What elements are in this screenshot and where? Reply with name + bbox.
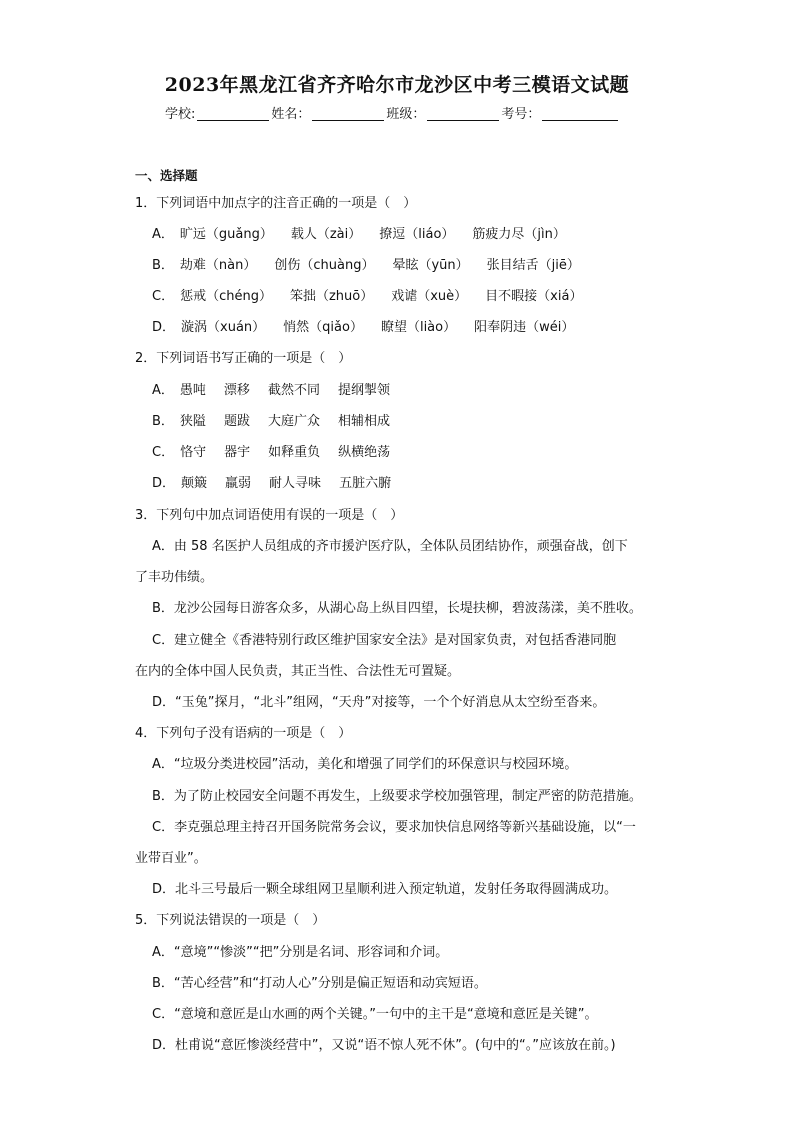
question-1-option-a: [152, 223, 566, 242]
question-3-option-c-line-2: 在内的全体中国人民负责，其正当性、合法性无可置疑。: [135, 664, 461, 679]
word: 相辅相成: [337, 414, 390, 429]
option-label: D．: [152, 476, 176, 491]
word: 创伤（chuàng）: [274, 258, 375, 273]
word: 题跋: [223, 414, 250, 429]
option-label: A．: [152, 383, 174, 398]
question-4-stem: 4．下列句子没有语病的一项是（ ）: [135, 726, 352, 741]
word: 如释重负: [268, 445, 321, 460]
word: 戏谑（xuè）: [391, 289, 468, 304]
exam-title: 2023年黑龙江省齐齐哈尔市龙沙区中考三模语文试题: [164, 74, 630, 96]
word: 狭隘: [179, 414, 206, 429]
question-3-stem: 3．下列句中加点词语使用有误的一项是（ ）: [135, 508, 404, 523]
question-1-stem: 1．下列词语中加点字的注音正确的一项是（ ）: [135, 196, 417, 211]
option-label: A．: [152, 227, 174, 242]
exam-no-blank[interactable]: [542, 106, 618, 121]
word: 提纲掣领: [337, 383, 390, 398]
word: 阳奉阴违（wéi）: [474, 320, 575, 335]
option-label: D．: [152, 320, 176, 335]
question-3-option-d: D．“玉兔”探月，“北斗”组网，“天舟”对接等，一个个好消息从太空纷至沓来。: [152, 695, 606, 710]
word: 截然不同: [267, 383, 320, 398]
word: 颠簸: [181, 476, 208, 491]
question-4-option-c-line-1: C．李克强总理主持召开国务院常务会议，要求加快信息网络等新兴基础设施，以“一: [152, 820, 636, 835]
word: 撩逗（liáo）: [379, 227, 455, 242]
question-4-option-a: A．“垃圾分类进校园”活动，美化和增强了同学们的环保意识与校园环境。: [152, 757, 578, 772]
word: 漂移: [223, 383, 250, 398]
word: 悄然（qiǎo）: [283, 320, 363, 335]
question-2-option-d: [152, 472, 391, 491]
class-label: 班级：: [386, 107, 426, 122]
exam-no-label: 考号：: [501, 107, 541, 122]
word: 目不暇接（xiá）: [485, 289, 583, 304]
question-3-option-a-line-1: A．由 58 名医护人员组成的齐市援沪医疗队，全体队员团结协作，顽强奋战，创下: [152, 539, 628, 554]
school-blank[interactable]: [197, 106, 269, 121]
question-5-option-c: C．“意境和意匠是山水画的两个关键。”一句中的主干是“意境和意匠是关键”。: [152, 1007, 598, 1022]
question-3-option-c-line-1: C．建立健全《香港特别行政区维护国家安全法》是对国家负责，对包括香港同胞: [152, 633, 617, 648]
word: 漩涡（xuán）: [181, 320, 266, 335]
question-5-option-d: D．杜甫说“意匠惨淡经营中”，又说“语不惊人死不休”。(句中的“。”应该放在前。): [152, 1038, 616, 1053]
question-5-option-b: B．“苦心经营”和“打动人心”分别是偏正短语和动宾短语。: [152, 976, 487, 991]
question-4-option-b: B．为了防止校园安全问题不再发生，上级要求学校加强管理，制定严密的防范措施。: [152, 789, 642, 804]
word: 晕眩（yūn）: [392, 258, 469, 273]
question-2-option-b: [152, 410, 390, 429]
question-3-option-a-line-2: 了丰功伟绩。: [135, 570, 214, 585]
word: 大庭广众: [267, 414, 320, 429]
name-label: 姓名：: [271, 107, 311, 122]
question-5-option-a: A．“意境”“惨淡”“把”分别是名词、形容词和介词。: [152, 945, 449, 960]
word: 张目结舌（jiē）: [486, 258, 580, 273]
option-label: C．: [152, 289, 175, 304]
word: 载人（zài）: [290, 227, 362, 242]
word: 器宇: [224, 445, 251, 460]
word: 耐人寻味: [269, 476, 322, 491]
word: 笨拙（zhuō）: [289, 289, 374, 304]
student-info-line: [165, 103, 620, 122]
option-label: C．: [152, 445, 175, 460]
word: 惩戒（chéng）: [180, 289, 272, 304]
school-label: 学校:: [165, 107, 196, 122]
question-2-option-a: [152, 379, 390, 398]
question-4-option-c-line-2: 业带百业”。: [135, 851, 207, 866]
section-heading: 一、选择题: [135, 168, 198, 183]
question-5-stem: 5．下列说法错误的一项是（ ）: [135, 913, 326, 928]
word: 愚吨: [179, 383, 206, 398]
question-4-option-d: D．北斗三号最后一颗全球组网卫星顺利进入预定轨道，发射任务取得圆满成功。: [152, 882, 618, 897]
option-label: B．: [152, 258, 174, 273]
word: 筋疲力尽（jìn）: [472, 227, 566, 242]
word: 瞭望（liào）: [380, 320, 457, 335]
word: 五脏六腑: [339, 476, 392, 491]
word: 旷远（guǎng）: [179, 227, 273, 242]
class-blank[interactable]: [427, 106, 499, 121]
question-2-stem: 2．下列词语书写正确的一项是（ ）: [135, 351, 352, 366]
word: 纵横绝荡: [338, 445, 391, 460]
word: 恪守: [180, 445, 207, 460]
question-3-option-b: B．龙沙公园每日游客众多，从湖心岛上纵目四望，长堤扶柳，碧波荡漾，美不胜收。: [152, 601, 642, 616]
word: 劫难（nàn）: [179, 258, 257, 273]
question-1-option-b: [152, 254, 580, 273]
option-label: B．: [152, 414, 174, 429]
name-blank[interactable]: [312, 106, 384, 121]
question-2-option-c: [152, 441, 390, 460]
word: 羸弱: [225, 476, 252, 491]
question-1-option-c: [152, 285, 582, 304]
question-1-option-d: [152, 316, 574, 335]
